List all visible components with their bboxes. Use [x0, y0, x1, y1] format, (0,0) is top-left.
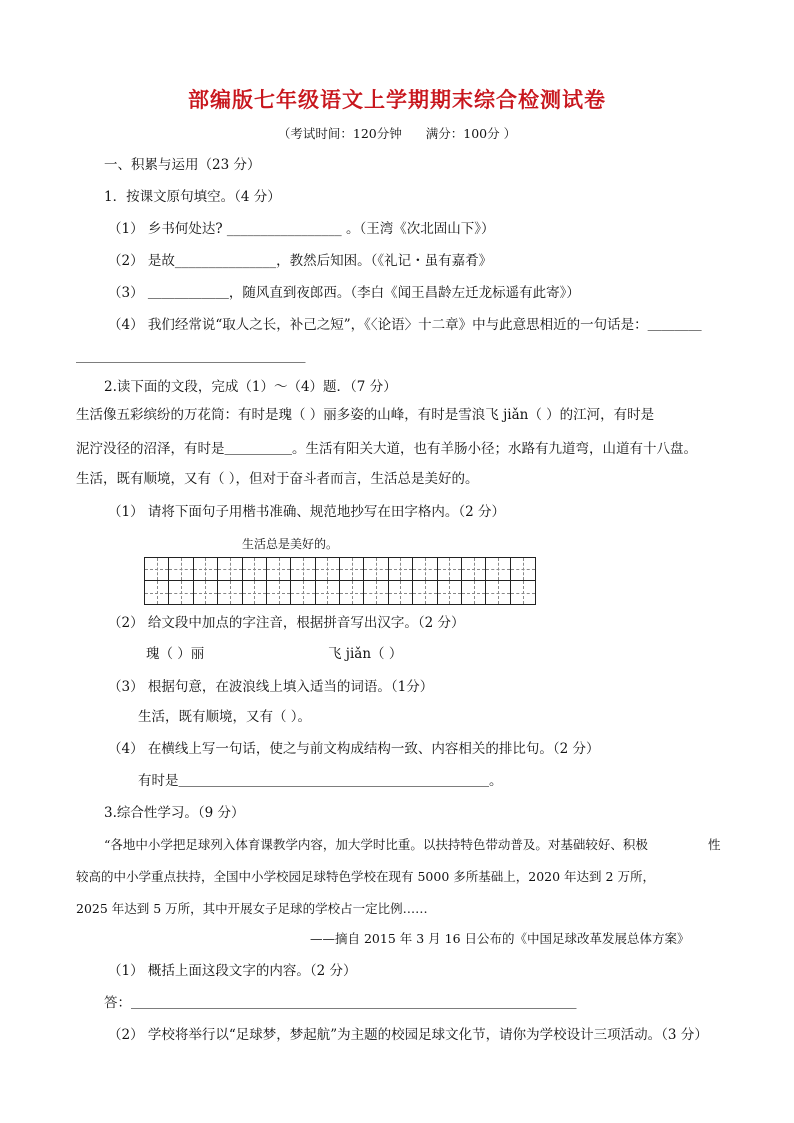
q3-heading: 3.综合性学习。（9 分） [104, 805, 245, 821]
grid-cell[interactable] [364, 558, 388, 581]
tianzige-grid[interactable] [144, 557, 536, 605]
q2-heading: 2.读下面的文段，完成（1）～（4）题．（7 分） [104, 379, 397, 395]
q1-line-1: （1） 乡书何处达? _________________ 。（王湾《次北固山下》） [108, 221, 495, 237]
q1-line-4-continued: ＿＿＿＿＿＿＿＿＿＿＿＿＿＿＿＿＿ [76, 349, 306, 365]
grid-cell[interactable] [218, 581, 242, 604]
q2-sub-4: （4） 在横线上写一句话，使之与前文构成结构一致、内容相关的排比句。（2 分） [108, 741, 600, 757]
q1-line-2: （2） 是故_______________，教然后知困。（《礼记・虽有嘉肴》 [108, 253, 493, 269]
q2-passage-line-1: 生活像五彩缤纷的万花筒：有时是瑰（ ）丽多姿的山峰，有时是雪浪飞 jiǎn（ ）的江河，有时是 [76, 407, 655, 423]
grid-cell[interactable] [511, 558, 535, 581]
grid-cell[interactable] [413, 558, 437, 581]
grid-cell[interactable] [389, 581, 413, 604]
q3-answer-line: 答：＿＿＿＿＿＿＿＿＿＿＿＿＿＿＿＿＿＿＿＿＿＿＿＿＿＿＿＿＿＿＿＿＿ [104, 995, 577, 1011]
grid-cell[interactable] [291, 581, 315, 604]
grid-cell[interactable] [340, 558, 364, 581]
page-title: 部编版七年级语文上学期期末综合检测试卷 [188, 88, 606, 112]
grid-cell[interactable] [218, 558, 242, 581]
q2-sub-3: （3） 根据句意，在波浪线上填入适当的词语。（1分） [108, 679, 434, 695]
q3-quote-line-3: 2025 年达到 5 万所，其中开展女子足球的学校占一定比例…… [76, 901, 428, 916]
grid-cell[interactable] [194, 558, 218, 581]
grid-cell[interactable] [267, 558, 291, 581]
q2-sub-2-answer-b: 飞 jiǎn（ ） [328, 646, 403, 662]
grid-cell[interactable] [340, 581, 364, 604]
grid-cell[interactable] [364, 581, 388, 604]
grid-cell[interactable] [169, 558, 193, 581]
grid-cell[interactable] [438, 558, 462, 581]
q2-sub-4-line: 有时是＿＿＿＿＿＿＿＿＿＿＿＿＿＿＿＿＿＿＿＿＿＿＿。 [138, 773, 503, 789]
grid-cell[interactable] [438, 581, 462, 604]
exam-meta [0, 124, 794, 142]
q2-sub-2-answer-a: 瑰（ ）丽 [146, 646, 205, 662]
q2-passage-line-2: 泥泞没径的沼泽，有时是＿＿＿＿＿。生活有阳关大道，也有羊肠小径；水路有九道弯，山道有十八盘。 [76, 441, 697, 457]
grid-cell[interactable] [243, 581, 267, 604]
q3-quote-line-1: “各地中小学把足球列入体育课教学内容，加大学时比重。以扶持特色带动普及。对基础较好、积极 [104, 837, 648, 852]
grid-cell[interactable] [194, 581, 218, 604]
exam-score: 满分：100分 ） [425, 126, 517, 141]
q2-sub-1: （1） 请将下面句子用楷书准确、规范地抄写在田字格内。（2 分） [108, 504, 506, 520]
q3-source: ——摘自 2015 年 3 月 16 日公布的《中国足球改革发展总体方案》 [310, 931, 690, 946]
grid-cell[interactable] [316, 581, 340, 604]
q1-line-4: （4） 我们经常说“取人之长，补己之短”，《〈论语〉十二章》中与此意思相近的一句话是：＿＿＿＿ [108, 317, 702, 333]
q3-sub-1: （1） 概括上面这段文字的内容。（2 分） [108, 963, 357, 979]
q3-sub-2: （2） 学校将举行以“足球梦，梦起航”为主题的校园足球文化节，请你为学校设计三项活动。（3 分） [108, 1027, 708, 1043]
grid-cell[interactable] [486, 558, 510, 581]
q3-quote-line-2: 较高的中小学重点扶持，全国中小学校园足球特色学校在现有 5000 多所基础上，2020 年达到 2 万所， [76, 869, 655, 884]
grid-cell[interactable] [267, 581, 291, 604]
grid-cell[interactable] [291, 558, 315, 581]
q3-quote-line-1-end: 性 [708, 837, 721, 852]
q2-sub-3-line: 生活，既有顺境，又有（ ）。 [138, 709, 312, 725]
grid-cell[interactable] [486, 581, 510, 604]
grid-cell[interactable] [145, 581, 169, 604]
section-heading: 一、积累与运用（23 分） [104, 157, 261, 173]
exam-time: （考试时间：120分钟 [277, 126, 402, 141]
q2-sub-2: （2） 给文段中加点的字注音，根据拼音写出汉字。（2 分） [108, 615, 465, 631]
grid-cell[interactable] [413, 581, 437, 604]
q1-line-3: （3） ＿＿＿＿＿＿，随风直到夜郎西。（李白《闻王昌龄左迁龙标遥有此寄》） [108, 285, 580, 301]
grid-cell[interactable] [243, 558, 267, 581]
copy-sentence: 生活总是美好的。 [242, 537, 339, 551]
grid-cell[interactable] [389, 558, 413, 581]
q1-heading: 1．按课文原句填空。（4 分） [104, 189, 281, 205]
grid-cell[interactable] [145, 558, 169, 581]
grid-cell[interactable] [169, 581, 193, 604]
q2-passage-line-3: 生活，既有顺境，又有（ ），但对于奋斗者而言，生活总是美好的。 [76, 471, 479, 487]
grid-cell[interactable] [316, 558, 340, 581]
grid-cell[interactable] [462, 558, 486, 581]
grid-cell[interactable] [462, 581, 486, 604]
grid-cell[interactable] [511, 581, 535, 604]
